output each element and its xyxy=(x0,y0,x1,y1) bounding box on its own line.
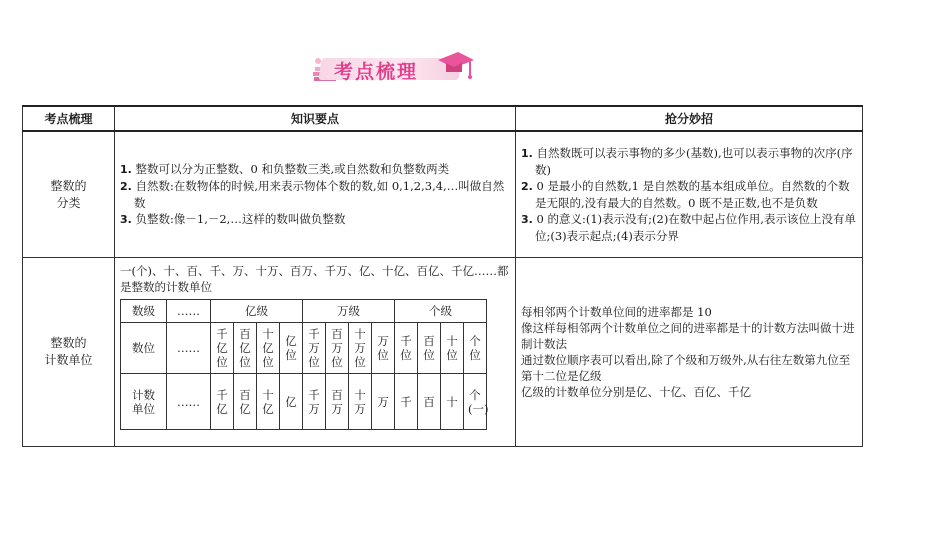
tip-line: 通过数位顺序表可以看出,除了个级和万级外,从右往左数第九位至第十二位是亿级 xyxy=(521,353,851,383)
graduation-cap-icon xyxy=(436,48,476,82)
level-cell: 亿级 xyxy=(211,300,303,323)
key-points-cell xyxy=(115,258,516,447)
ellipsis-cell: …… xyxy=(167,323,211,374)
unit-cell: 十 xyxy=(441,374,464,430)
place-cell: 十亿位 xyxy=(257,323,280,374)
place-cell: 个位 xyxy=(464,323,487,374)
unit-cell: 百亿 xyxy=(234,374,257,430)
row-label: 数级 xyxy=(121,300,167,323)
table-row xyxy=(23,258,863,447)
tip-item: 3. 0 的意义:(1)表示没有;(2)在数中起占位作用,表示该位上没有单位;(3)表示起点;(4)表示分界 xyxy=(521,212,856,243)
tip-item: 1. 自然数既可以表示事物的多少(基数),也可以表示事物的次序(序数) xyxy=(521,146,853,177)
counting-units-intro: 一(个)、十、百、千、万、十万、百万、千万、亿、十亿、百亿、千亿……都是整数的计数单位 xyxy=(120,264,509,294)
row-label: 计数单位 xyxy=(121,374,167,430)
row-label: 数位 xyxy=(121,323,167,374)
point-item: 2. 自然数:在数物体的时候,用来表示物体个数的数,如 0,1,2,3,4,…叫做自然数 xyxy=(120,179,505,210)
unit-cell: 十万 xyxy=(349,374,372,430)
level-cell: 个级 xyxy=(395,300,487,323)
category-cell xyxy=(23,258,115,447)
ellipsis-cell: …… xyxy=(167,374,211,430)
category-line: 整数的 xyxy=(50,336,87,350)
ellipsis-cell: …… xyxy=(167,300,211,323)
tips-cell xyxy=(516,131,863,258)
section-banner xyxy=(308,48,476,88)
levels-row xyxy=(121,300,487,323)
place-value-table xyxy=(120,299,487,430)
unit-cell: 千亿 xyxy=(211,374,234,430)
place-cell: 百亿位 xyxy=(234,323,257,374)
tip-line: 每相邻两个计数单位间的进率都是 10 xyxy=(521,305,712,319)
key-points-cell xyxy=(115,131,516,258)
header-tips: 抢分妙招 xyxy=(516,106,863,131)
place-cell: 十位 xyxy=(441,323,464,374)
place-cell: 千亿位 xyxy=(211,323,234,374)
places-row xyxy=(121,323,487,374)
knowledge-table xyxy=(22,105,863,447)
tip-line: 像这样每相邻两个计数单位之间的进率都是十的计数方法叫做十进制计数法 xyxy=(521,321,855,351)
unit-cell: 百 xyxy=(418,374,441,430)
unit-cell: 千万 xyxy=(303,374,326,430)
place-cell: 百位 xyxy=(418,323,441,374)
header-topic: 考点梳理 xyxy=(23,106,115,131)
banner-title: 考点梳理 xyxy=(334,61,419,83)
units-row xyxy=(121,374,487,430)
unit-cell: 千 xyxy=(395,374,418,430)
unit-cell: 万 xyxy=(372,374,395,430)
place-cell: 亿位 xyxy=(280,323,303,374)
unit-cell: 亿 xyxy=(280,374,303,430)
point-item: 3. 负整数:像－1,－2,…这样的数叫做负整数 xyxy=(120,212,346,226)
table-header-row xyxy=(23,106,863,131)
point-item: 1. 整数可以分为正整数、0 和负整数三类,或自然数和负整数两类 xyxy=(120,162,450,176)
header-key-points: 知识要点 xyxy=(115,106,516,131)
tips-cell xyxy=(516,258,863,447)
unit-cell: 个(一) xyxy=(464,374,487,430)
category-line: 整数的 xyxy=(50,178,87,193)
category-cell xyxy=(23,131,115,258)
unit-cell: 十亿 xyxy=(257,374,280,430)
place-cell: 百万位 xyxy=(326,323,349,374)
table-row xyxy=(23,131,863,258)
category-line: 计数单位 xyxy=(44,353,93,367)
unit-cell: 百万 xyxy=(326,374,349,430)
place-cell: 千位 xyxy=(395,323,418,374)
category-line: 分类 xyxy=(56,195,81,210)
tip-item: 2. 0 是最小的自然数,1 是自然数的基本组成单位。自然数的个数是无限的,没有最大的自然数。0 既不是正数,也不是负数 xyxy=(521,179,850,210)
tip-line: 亿级的计数单位分别是亿、十亿、百亿、千亿 xyxy=(521,385,751,399)
level-cell: 万级 xyxy=(303,300,395,323)
place-cell: 千万位 xyxy=(303,323,326,374)
place-cell: 十万位 xyxy=(349,323,372,374)
place-cell: 万位 xyxy=(372,323,395,374)
